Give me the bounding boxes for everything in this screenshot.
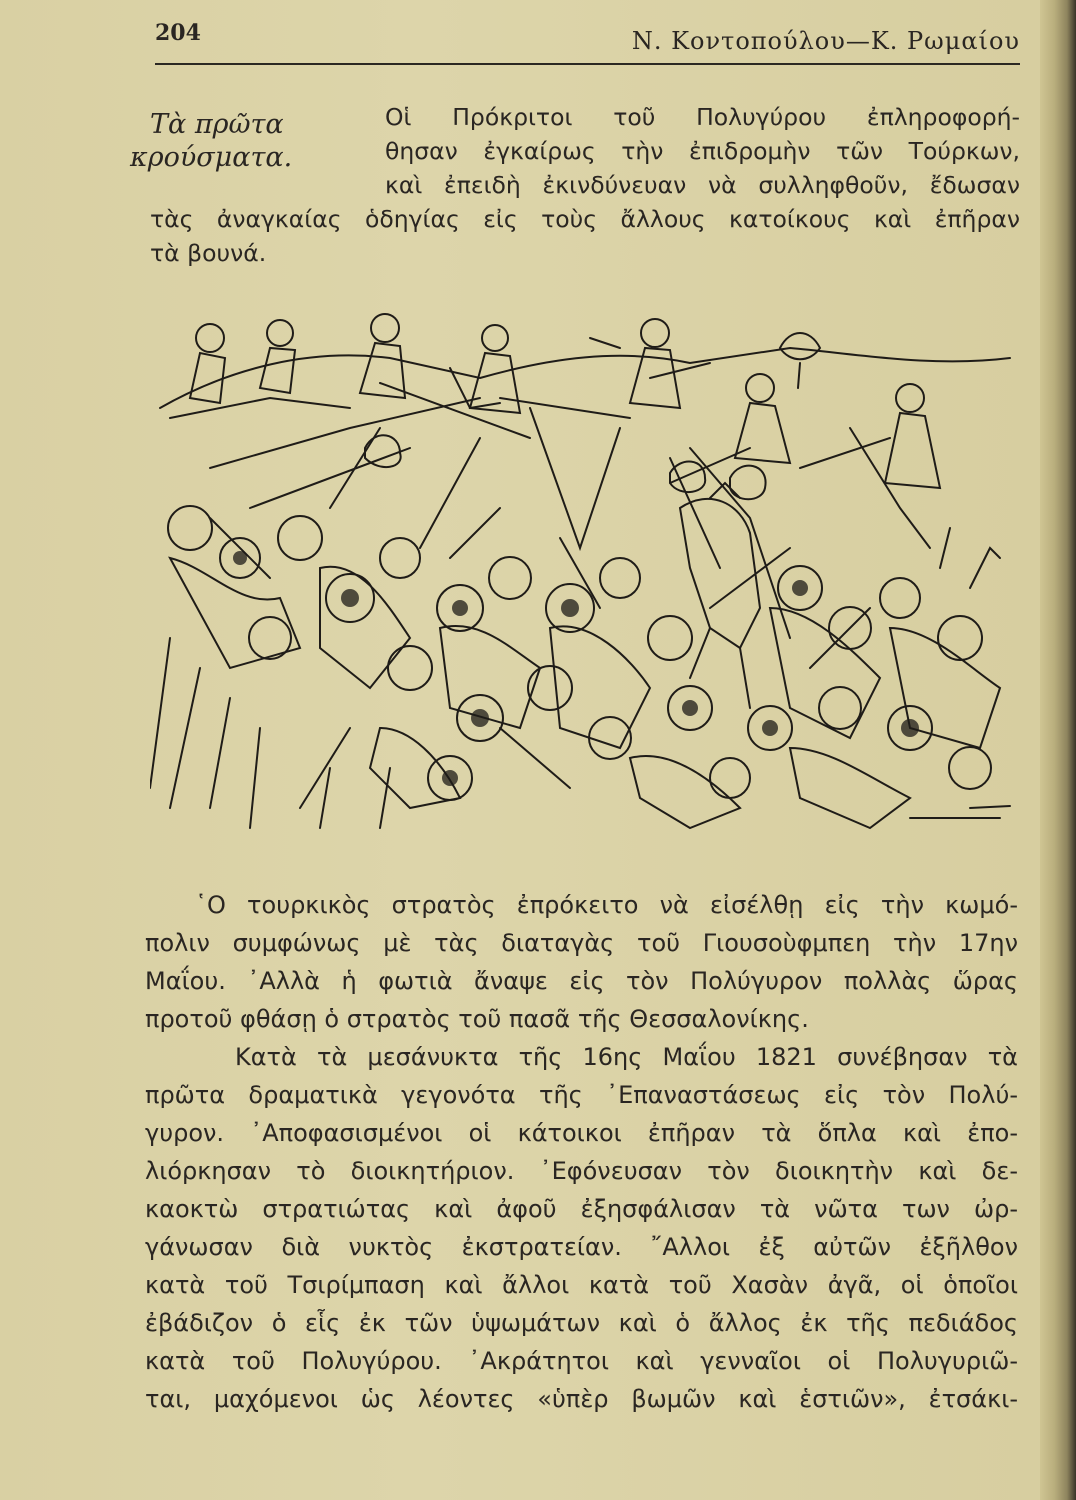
page-header [0,0,1040,80]
page-number: 204 [155,20,201,46]
header-rule [155,63,1020,65]
illustration-drawing [150,308,1020,848]
side-heading-line: κρούσματα. [130,142,293,173]
text-line: πολιν συμφώνως μὲ τὰς διαταγὰς τοῦ Γιουσοὺφμπεη τὴν 17ην [145,929,1018,957]
battle-illustration-icon [150,308,1020,848]
text-line: Μαΐου. ᾿Αλλὰ ἡ φωτιὰ ἄναψε εἰς τὸν Πολύγυρον πολλὰς ὥρας [145,967,1018,995]
text-line: γυρον. ᾿Αποφασισμένοι οἱ κάτοικοι ἐπῆραν τὰ ὅπλα καὶ ἐπο- [145,1119,1018,1147]
text-line: ῾Ο τουρκικὸς στρατὸς ἐπρόκειτο νὰ εἰσέλθῃ εἰς τὴν κωμό- [195,891,1018,919]
text-line: καοκτὼ στρατιώτας καὶ ἀφοῦ ἐξησφάλισαν τὰ νῶτα των ὠρ- [145,1195,1018,1223]
side-heading-line: Τὰ πρῶτα [150,109,284,140]
text-line: γάνωσαν διὰ νυκτὸς ἐκστρατείαν. ῎Αλλοι ἐξ αὐτῶν ἐξῆλθον [145,1233,1018,1261]
body-text [145,886,1018,1418]
text-line: κατὰ τοῦ Τσιρίμπαση καὶ ἄλλοι κατὰ τοῦ Χασὰν ἀγᾶ, οἱ ὁποῖοι [145,1271,1018,1299]
text-line: Οἱ Πρόκριτοι τοῦ Πολυγύρου ἐπληροφορή- [385,103,1020,131]
text-line: πρῶτα δραματικὰ γεγονότα τῆς ᾿Επαναστάσεως εἰς τὸν Πολύ- [145,1081,1018,1109]
text-line: τὰς ἀναγκαίας ὁδηγίας εἰς τοὺς ἄλλους κατοίκους καὶ ἐπῆραν [150,205,1020,233]
text-line: κατὰ τοῦ Πολυγύρου. ᾿Ακράτητοι καὶ γενναῖοι οἱ Πολυγυριῶ- [145,1347,1018,1375]
paragraph-intro [150,100,1020,270]
text-line: ἐβάδιζον ὁ εἷς ἐκ τῶν ὑψωμάτων καὶ ὁ ἄλλος ἐκ τῆς πεδιάδος [145,1309,1018,1337]
text-line: προτοῦ φθάσῃ ὁ στρατὸς τοῦ πασᾶ τῆς Θεσσαλονίκης. [145,1005,809,1033]
page-edge [1040,0,1076,1500]
text-line: ται, μαχόμενοι ὡς λέοντες «ὑπὲρ βωμῶν καὶ ἑστιῶν», ἐτσάκι- [145,1385,1018,1413]
text-line: λιόρκησαν τὸ διοικητήριον. ᾿Εφόνευσαν τὸν διοικητὴν καὶ δε- [145,1157,1018,1185]
text-line: καὶ ἐπειδὴ ἐκινδύνευαν νὰ συλληφθοῦν, ἔδωσαν [385,171,1020,199]
text-line: τὰ βουνά. [150,239,267,267]
text-line: θησαν ἐγκαίρως τὴν ἐπιδρομὴν τῶν Τούρκων, [385,137,1020,165]
text-line: Κατὰ τὰ μεσάνυκτα τῆς 16ης Μαΐου 1821 συνέβησαν τὰ [235,1043,1018,1071]
running-head: Ν. Κοντοπούλου—Κ. Ρωμαίου [631,27,1020,55]
